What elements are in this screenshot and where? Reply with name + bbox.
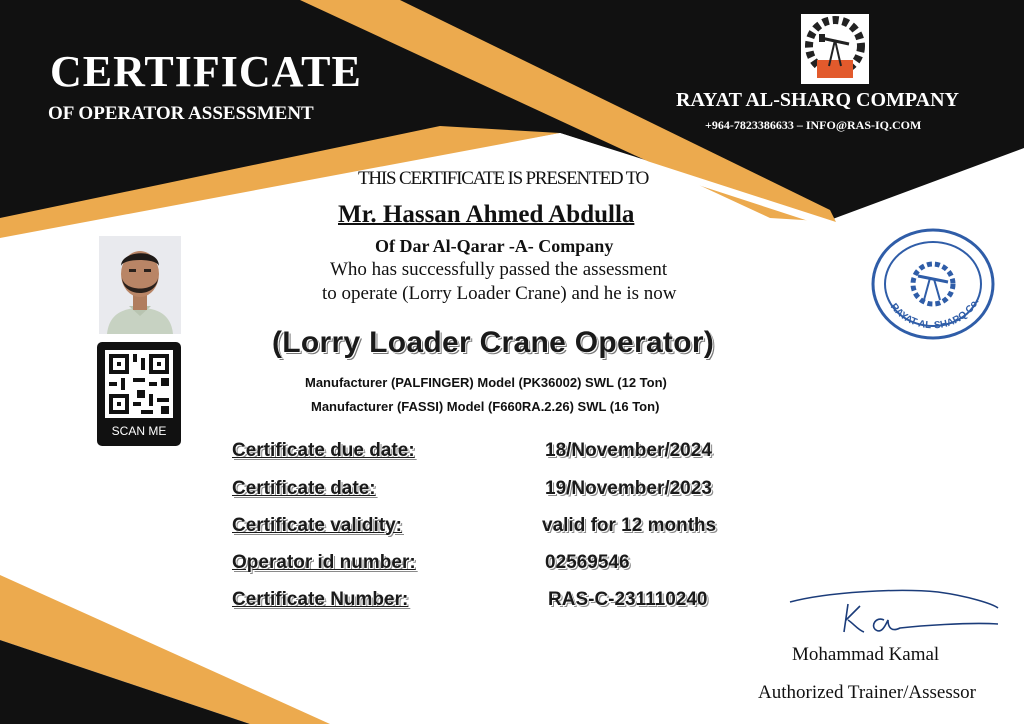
recipient-company: Of Dar Al-Qarar -A- Company [375,236,614,256]
detail-value-operator-id: 02569546 [545,552,630,573]
detail-value-certificate-date: 19/November/2023 [545,478,712,499]
certificate-title: CERTIFICATE [50,47,362,96]
svg-text:RAYAT AL-SHARQ Co. [888,297,982,332]
company-logo [801,14,869,84]
detail-value-certificate-number: RAS-C-231110240 [548,589,708,610]
detail-label-operator-id: Operator id number: [232,552,416,573]
equipment-line-2: Manufacturer (FASSI) Model (F660RA.2.26) SWL (16 Ton) [311,399,660,414]
operator-photo [99,236,181,334]
statement-line-1: Who has successfully passed the assessment [330,259,668,280]
company-stamp-icon [868,224,998,344]
detail-value-due-date: 18/November/2024 [545,440,712,461]
presented-to-heading: THIS CERTIFICATE IS PRESENTED TO [358,168,649,189]
qr-pattern [105,350,173,418]
handwritten-signature-icon [788,582,1008,642]
person-photo-icon [99,236,181,334]
detail-label-certificate-number: Certificate Number: [232,589,409,610]
detail-label-certificate-date: Certificate date: [232,478,376,499]
company-name: RAYAT AL-SHARQ COMPANY [676,89,959,111]
oil-rig-gear-icon [801,14,869,84]
role-title: (Lorry Loader Crane Operator) [272,326,715,359]
statement-line-2: to operate (Lorry Loader Crane) and he is now [322,283,677,304]
qr-caption: SCAN ME [111,424,167,438]
qr-code[interactable] [97,342,181,446]
signer-name: Mohammad Kamal [792,644,940,665]
company-contact: +964-7823386633 – INFO@RAS-IQ.COM [705,118,922,132]
equipment-line-1: Manufacturer (PALFINGER) Model (PK36002) SWL (12 Ton) [305,375,667,390]
certificate-subtitle: OF OPERATOR ASSESSMENT [48,103,314,124]
signer-title: Authorized Trainer/Assessor [758,682,976,703]
signature [788,582,1008,642]
recipient-name: Mr. Hassan Ahmed Abdulla [338,201,635,228]
detail-label-due-date: Certificate due date: [232,440,415,461]
detail-label-validity: Certificate validity: [232,515,402,536]
company-seal [868,224,998,344]
seal-text: RAYAT AL-SHARQ Co. [887,297,982,332]
detail-value-validity: valid for 12 months [542,515,717,536]
qr-code-icon [105,350,173,418]
